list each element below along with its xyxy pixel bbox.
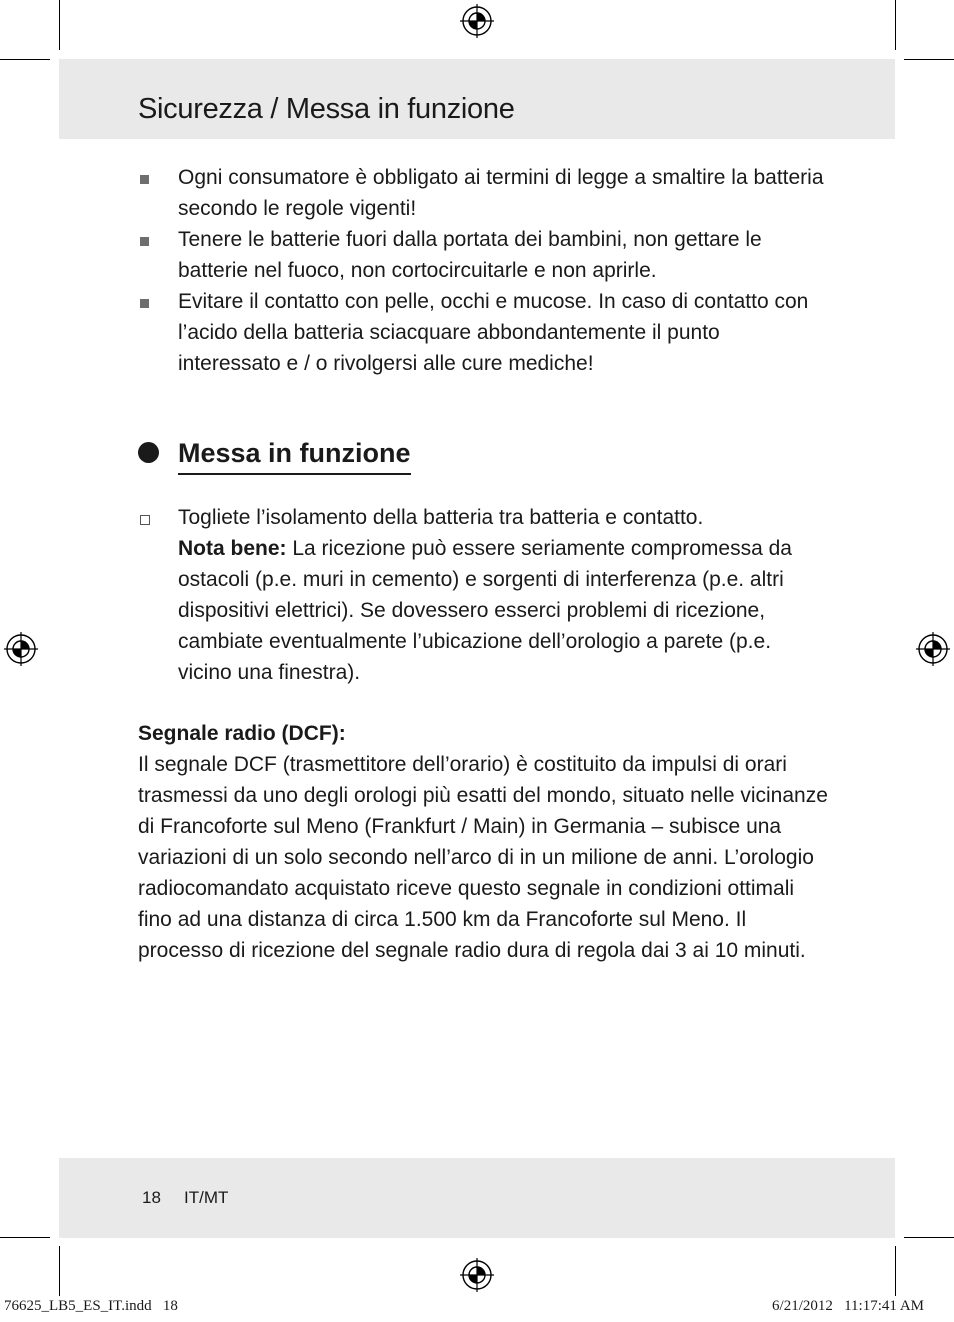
language-code: IT/MT: [184, 1188, 229, 1207]
registration-mark-icon: [460, 4, 494, 38]
step-text: Togliete l’isolamento della batteria tra batteria e contatto.: [178, 506, 704, 529]
registration-mark-icon: [460, 1258, 494, 1292]
step-text-block: [138, 502, 828, 688]
instruction-step: [138, 502, 828, 688]
page-title: Sicurezza / Messa in funzione: [138, 93, 515, 125]
print-slug-file: 76625_LB5_ES_IT.indd 18: [4, 1298, 178, 1314]
crop-mark-top-right-h: [904, 59, 954, 60]
registration-mark-icon: [916, 632, 950, 666]
registration-mark-icon: [4, 632, 38, 666]
list-item: Ogni consumatore è obbligato ai termini di legge a smaltire la batteria secondo le regole vigenti!: [138, 162, 828, 224]
square-bullet-icon: [140, 237, 149, 246]
note-paragraph: [178, 533, 828, 688]
square-bullet-icon: [140, 175, 149, 184]
crop-mark-bottom-right-v: [895, 1246, 896, 1296]
section-title: Messa in funzione: [178, 434, 411, 475]
crop-mark-top-left-h: [0, 59, 50, 60]
safety-bullet-list: [138, 162, 828, 379]
checkbox-square-icon: [140, 515, 150, 525]
list-item: Tenere le batterie fuori dalla portata dei bambini, non gettare le batterie nel fuoco, non cortocircuitarle e non aprirle.: [138, 224, 828, 286]
filled-circle-bullet-icon: [138, 442, 159, 463]
crop-mark-bottom-right-h: [904, 1237, 954, 1238]
page-number: 18: [142, 1188, 161, 1207]
radio-signal-body: Il segnale DCF (trasmettitore dell’orario) è costituito da impulsi di orari trasmessi da uno degli orologi più esatti del mondo, situato nelle vicinanze di Francoforte sul Meno (Frankfurt / Main) in Germania – subisce una variazioni di un solo secondo nell’arco di in un milione de anni. L’orologio radiocomandato acquistato riceve questo segnale in condizioni ottimali fino ad una distanza di circa 1.500 km da Francoforte sul Meno. Il processo di ricezione del segnale radio dura di regola dai 3 ai 10 minuti.: [138, 753, 828, 962]
note-text: La ricezione può essere seriamente compromessa da ostacoli (p.e. muri in cemento) e sorgenti di interferenza (p.e. altri dispositivi elettrici). Se dovessero esserci problemi di ricezione, cambiate eventualmente l’ubicazione dell’orologio a parete (p.e. vicino una finestra).: [178, 537, 792, 684]
crop-mark-bottom-left-v: [59, 1246, 60, 1296]
square-bullet-icon: [140, 299, 149, 308]
list-item: Evitare il contatto con pelle, occhi e mucose. In caso di contatto con l’acido della batteria sciacquare abbondantemente il punto interessato e / o rivolgersi alle cure mediche!: [138, 286, 828, 379]
crop-mark-bottom-left-h: [0, 1237, 50, 1238]
crop-mark-top-right-v: [895, 0, 896, 50]
crop-mark-top-left-v: [59, 0, 60, 50]
note-label: Nota bene:: [178, 537, 287, 560]
radio-signal-heading: Segnale radio (DCF):: [138, 722, 346, 745]
print-slug-datetime: 6/21/2012 11:17:41 AM: [772, 1298, 924, 1314]
